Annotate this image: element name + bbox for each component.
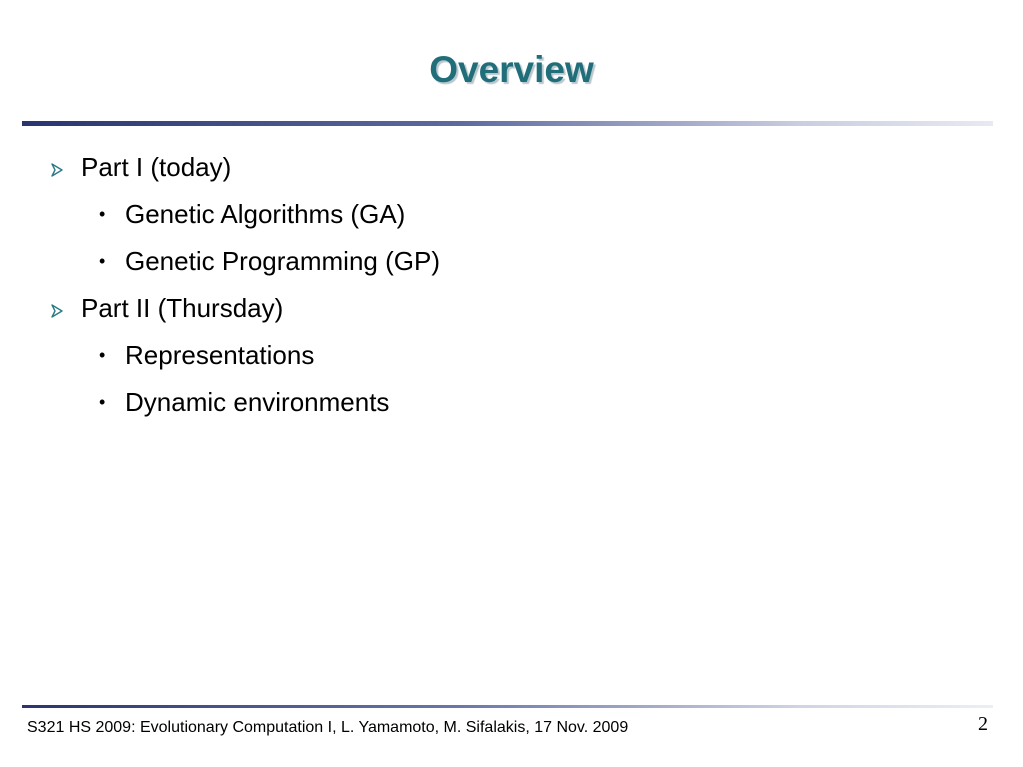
page-number: 2 [978,713,988,735]
bullet-part-1: Part I (today) [81,152,232,182]
bullet-part-2: Part II (Thursday) [81,293,284,323]
arrowhead-bullet-icon [50,162,64,178]
slide-footer: S321 HS 2009: Evolutionary Computation I, L. Yamamoto, M. Sifalakis, 17 Nov. 2009 [27,719,629,736]
sub-bullet-representations: Representations [125,340,315,370]
sub-bullet-dot-icon: • [99,345,106,365]
slide-title: Overview [429,49,594,90]
arrowhead-bullet-icon [50,303,64,319]
sub-bullet-dot-icon: • [99,392,106,412]
sub-bullet-genetic-programming: Genetic Programming (GP) [125,246,440,276]
sub-bullet-genetic-algorithms: Genetic Algorithms (GA) [125,199,406,229]
sub-bullet-dynamic-environments: Dynamic environments [125,387,390,417]
sub-bullet-dot-icon: • [99,204,106,224]
footer-divider [22,705,993,708]
sub-bullet-dot-icon: • [99,251,106,271]
